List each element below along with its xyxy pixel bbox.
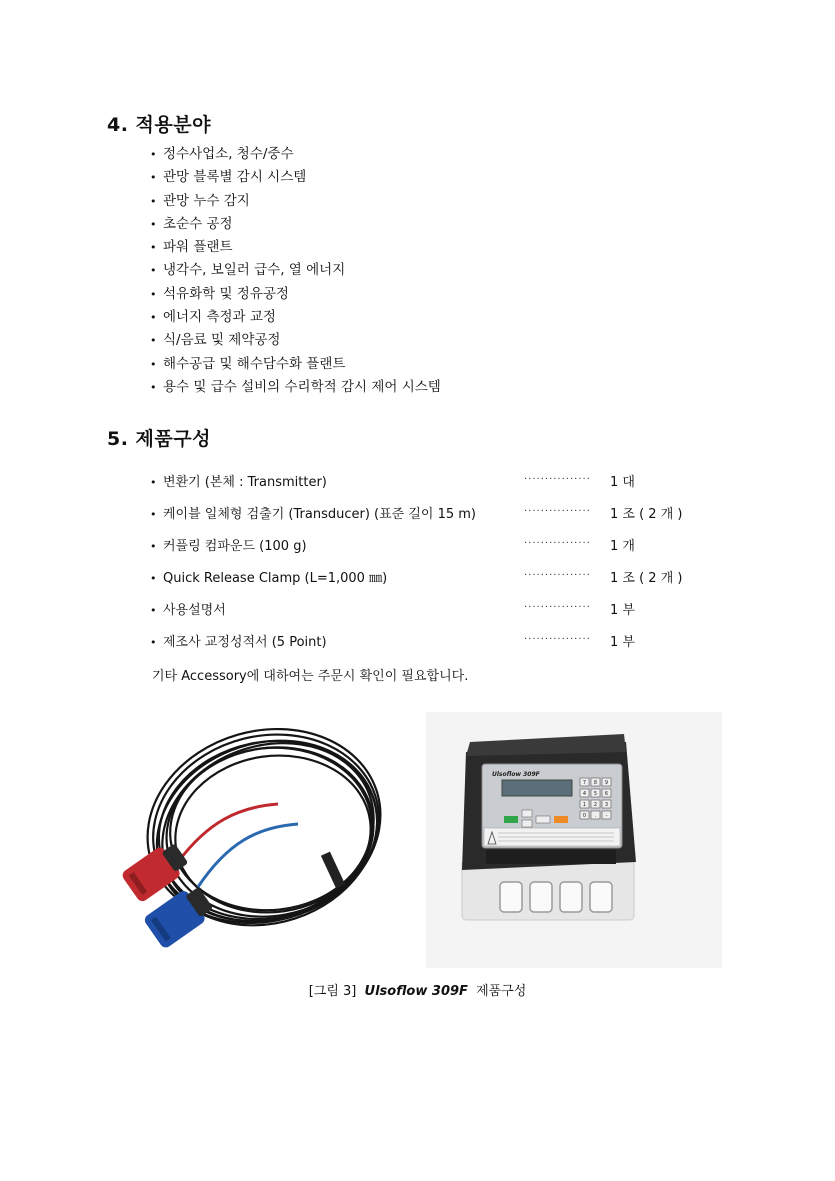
keypad-key: 2: [593, 802, 598, 808]
component-row: [150, 633, 710, 653]
list-item: • 해수공급 및 해수담수화 플랜트: [150, 354, 441, 377]
transmitter-photo: [426, 712, 722, 968]
caption-suffix: 제품구성: [476, 984, 527, 999]
component-qty: 1 조 ( 2 개 ): [610, 571, 683, 586]
list-item: • 냉각수, 보일러 급수, 열 에너지: [150, 260, 441, 283]
component-name: 사용설명서: [163, 603, 226, 618]
keypad-key: 9: [604, 780, 609, 786]
bullet-icon: •: [150, 476, 157, 489]
keypad-key: -: [605, 813, 608, 819]
keypad-key: 1: [582, 802, 587, 808]
device-label: Ulsoflow 309F: [492, 771, 540, 778]
keypad-key: 6: [604, 791, 609, 797]
list-item: • 용수 및 급수 설비의 수리학적 감시 제어 시스템: [150, 377, 441, 400]
leader-dots: ················: [524, 506, 591, 517]
keypad-key: 3: [604, 802, 609, 808]
bullet-icon: •: [150, 508, 157, 521]
component-qty: 1 대: [610, 475, 635, 490]
list-item: • 석유화학 및 정유공정: [150, 284, 441, 307]
leader-dots: ················: [524, 474, 591, 485]
bullet-icon: •: [150, 540, 157, 553]
section-heading-components: 5. 제품구성: [107, 428, 211, 450]
component-qty: 1 부: [610, 603, 635, 618]
component-name: 제조사 교정성적서 (5 Point): [163, 635, 327, 650]
component-name: 케이블 일체형 검출기 (Transducer) (표준 길이 15 m): [163, 507, 477, 522]
keypad-key: 0: [582, 813, 587, 819]
section-heading-applications: 4. 적용분야: [107, 114, 211, 136]
caption-model: Ulsoflow 309F: [364, 984, 468, 999]
keypad-key: 8: [593, 780, 598, 786]
list-item: • 초순수 공정: [150, 214, 441, 237]
leader-dots: ················: [524, 570, 591, 581]
transmitter-illustration: [426, 712, 722, 968]
bullet-icon: •: [150, 636, 157, 649]
list-item: • 파워 플랜트: [150, 237, 441, 260]
keypad-key: 7: [582, 780, 587, 786]
transducer-cable-photo: [118, 712, 403, 968]
accessory-note: 기타 Accessory에 대하여는 주문시 확인이 필요합니다.: [152, 669, 469, 684]
caption-prefix: [그림 3]: [308, 984, 357, 999]
list-item: • 정수사업소, 청수/중수: [150, 144, 441, 167]
component-row: [150, 473, 710, 493]
bullet-icon: •: [150, 572, 157, 585]
leader-dots: ················: [524, 634, 591, 645]
component-name: Quick Release Clamp (L=1,000 ㎜): [163, 571, 388, 586]
component-row: [150, 537, 710, 557]
component-qty: 1 조 ( 2 개 ): [610, 507, 683, 522]
component-qty: 1 개: [610, 539, 635, 554]
applications-list: [150, 144, 441, 400]
list-item: • 관망 블록별 감시 시스템: [150, 167, 441, 190]
leader-dots: ················: [524, 538, 591, 549]
list-item: • 에너지 측정과 교정: [150, 307, 441, 330]
keypad-key: .: [594, 813, 597, 819]
component-row: [150, 601, 710, 621]
keypad-key: 5: [593, 791, 598, 797]
keypad-key: 4: [582, 791, 587, 797]
component-name: 커플링 컴파운드 (100 g): [163, 539, 307, 554]
component-row: [150, 569, 710, 589]
list-item: • 식/음료 및 제약공정: [150, 330, 441, 353]
component-qty: 1 부: [610, 635, 635, 650]
bullet-icon: •: [150, 604, 157, 617]
list-item: • 관망 누수 감지: [150, 191, 441, 214]
component-name: 변환기 (본체 : Transmitter): [163, 475, 327, 490]
leader-dots: ················: [524, 602, 591, 613]
component-row: [150, 505, 710, 525]
figure-caption: [0, 980, 835, 999]
cable-illustration: [118, 712, 403, 968]
